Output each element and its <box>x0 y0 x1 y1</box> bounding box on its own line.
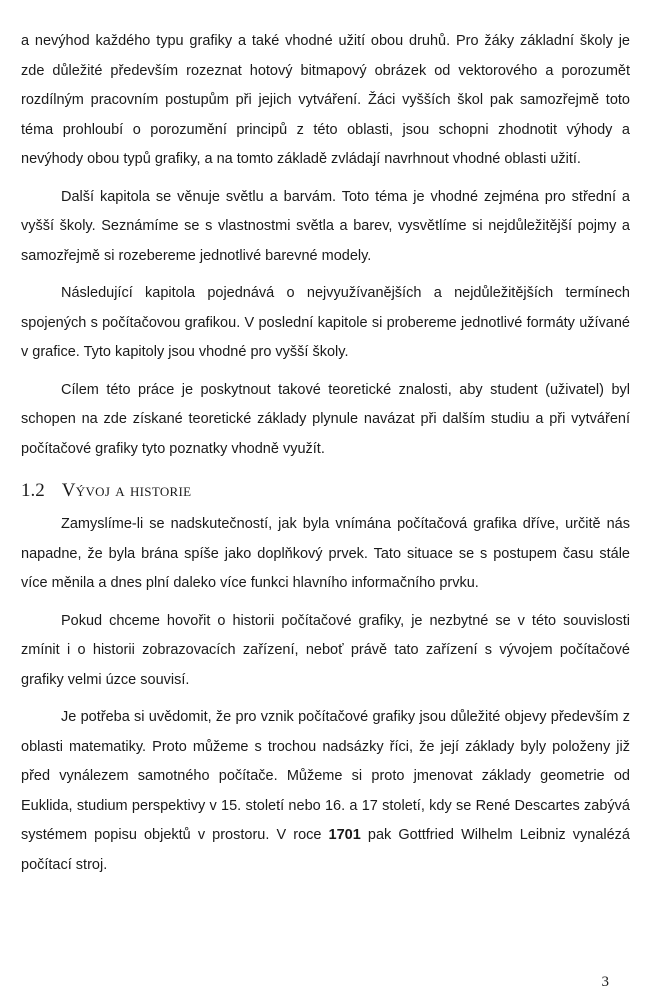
paragraph: Pokud chceme hovořit o historii počítačové grafiky, je nezbytné se v této souvislosti zmínit i o historii zobrazovacích zařízení, neboť právě tato zařízení s vývojem počítačové grafiky velmi úzce souvisí. <box>21 612 630 688</box>
paragraph: Další kapitola se věnuje světlu a barvám. Toto téma je vhodné zejména pro střední a vyšší školy. Seznámíme se s vlastnostmi světla a barev, vysvětlíme si nejdůležitější pojmy a samozřejmě si rozebereme jednotlivé barevné modely. <box>21 188 630 264</box>
paragraph: Zamyslíme-li se nadskutečností, jak byla vnímána počítačová grafika dříve, určitě nás napadne, že byla brána spíše jako doplňkový prvek. Tato situace se s postupem času stále více měnila a dnes plní daleko více funkci hlavního informačního prvku. <box>21 516 630 591</box>
section-heading <box>21 479 630 503</box>
paragraph: a nevýhod každého typu grafiky a také vhodné užití obou druhů. Pro žáky základní školy je zde důležité především rozeznat hotový bitmapový obrázek od vektorového a porozumět rozdílným pracovním postupům při jejich vytváření. Žáci vyšších škol pak samozřejmě toto téma prohloubí o porozumění principů z této oblasti, jsou schopni zhodnotit výhody a nevýhody obou typů grafiky, a na tomto základě zvládají navrhnout vhodné oblasti užití. <box>21 33 630 167</box>
paragraph-text-before-bold: Je potřeba si uvědomit, že pro vznik počítačové grafiky jsou důležité objevy především z oblasti matematiky. Proto můžeme s trochou nadsázky říci, že její základy byly položeny již před vynálezem samotného počítače. Můžeme si proto jmenovat základy geometrie od Euklida, studium perspektivy v 15. století nebo 16. a 17 století, kdy se René Descartes zabývá systémem popisu objektů v prostoru. V roce <box>21 709 630 843</box>
section-heading-number: 1.2 <box>21 480 45 501</box>
bold-year: 1701 <box>328 827 361 843</box>
paragraph: Cílem této práce je poskytnout takové teoretické znalosti, aby student (uživatel) byl schopen na zde získané teoretické základy plynule navázat při dalším studiu a při vytváření počítačové grafiky tyto poznatky vhodně využít. <box>21 381 630 457</box>
paragraph-text-after-bold: pak Gottfried Wilhelm Leibniz vynalézá počítací stroj. <box>21 827 630 873</box>
section-heading-title: Vývoj a historie <box>61 480 192 501</box>
text-column <box>21 27 630 888</box>
page-number: 3 <box>601 974 609 990</box>
paragraph: Následující kapitola pojednává o nejvyužívanějších a nejdůležitějších termínech spojených s počítačovou grafikou. V poslední kapitole si probereme jednotlivé formáty užívané v grafice. Tyto kapitoly jsou vhodné pro vyšší školy. <box>21 285 630 360</box>
paragraph <box>21 703 630 880</box>
